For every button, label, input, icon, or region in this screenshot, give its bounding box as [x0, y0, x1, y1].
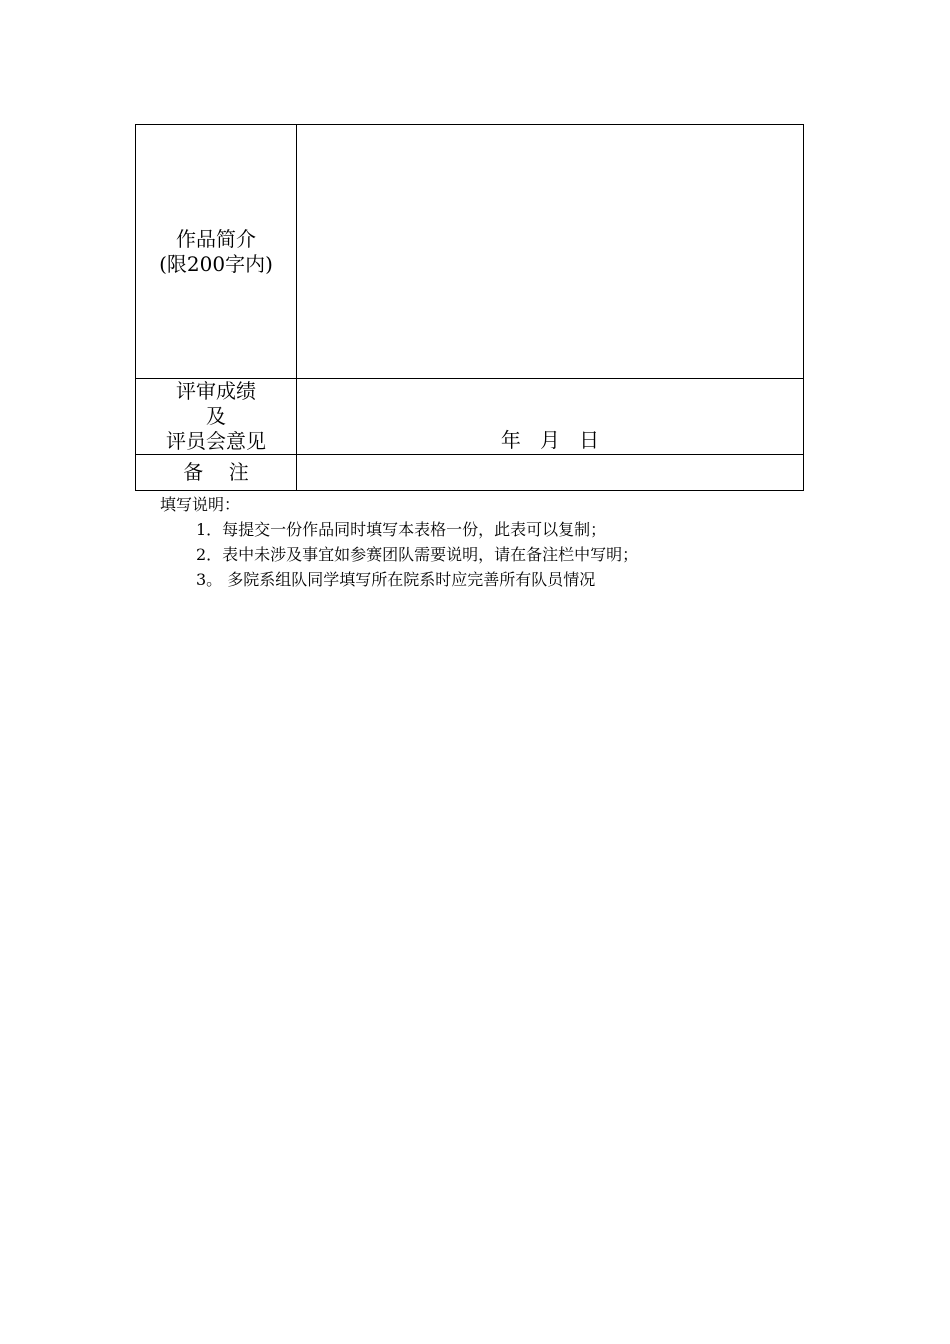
- filling-instructions: [160, 492, 638, 592]
- intro-field[interactable]: [297, 125, 804, 379]
- intro-label: 作品简介: [176, 226, 256, 251]
- review-label-line2: 及: [206, 404, 226, 428]
- remark-label: 备 注: [136, 455, 297, 491]
- intro-label-cell: [136, 125, 297, 379]
- instruction-item: 2．表中未涉及事宜如参赛团队需要说明，请在备注栏中写明；: [196, 545, 639, 564]
- review-row: [136, 379, 804, 455]
- instruction-item: 3。 多院系组队同学填写所在院系时应完善所有队员情况: [196, 570, 596, 589]
- review-label-line1: 评审成绩: [176, 379, 256, 403]
- instruction-item: 1．每提交一份作品同时填写本表格一份，此表可以复制；: [196, 520, 607, 539]
- review-label-cell: [136, 379, 297, 455]
- intro-row: [136, 125, 804, 379]
- instructions-list: [160, 517, 638, 592]
- instructions-title: 填写说明：: [160, 495, 241, 514]
- date-line: 年 月 日: [500, 428, 600, 452]
- entry-form-table: [135, 124, 804, 491]
- intro-limit-label: (限200字内): [159, 251, 273, 276]
- remark-row: [136, 455, 804, 491]
- review-field[interactable]: [297, 379, 804, 455]
- remark-field[interactable]: [297, 455, 804, 491]
- review-label-line3: 评员会意见: [166, 429, 266, 453]
